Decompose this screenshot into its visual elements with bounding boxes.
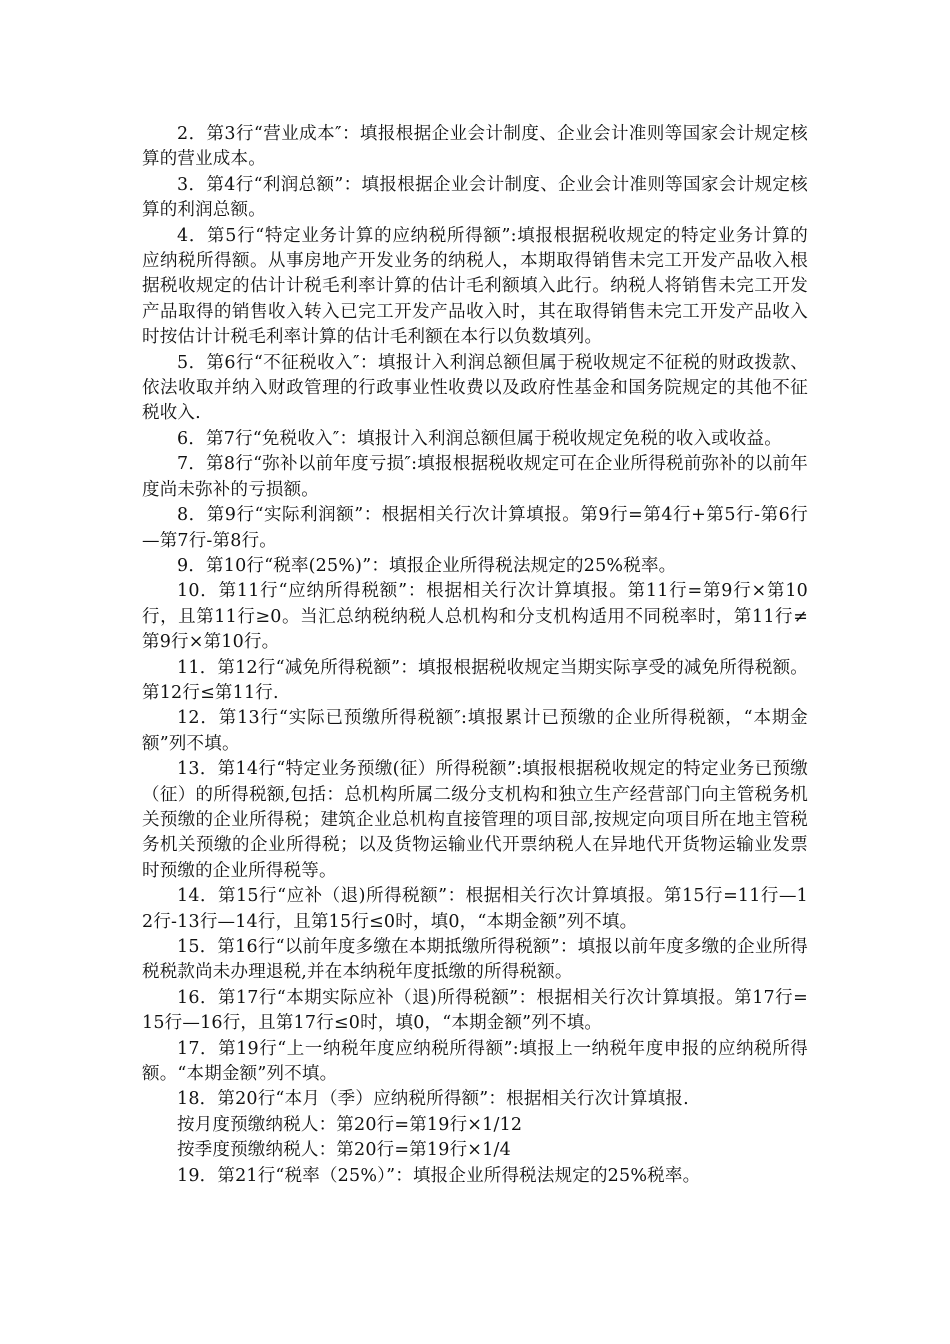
paragraph: 19．第21行“税率（25%）”：填报企业所得税法规定的25%税率。 [177,1165,701,1186]
paragraph: 11．第12行“减免所得税额”：填报根据税收规定当期实际享受的减免所得税额。第12行≤第11行. [142,657,808,703]
paragraph: 5．第6行“不征税收入″：填报计入利润总额但属于税收规定不征税的财政拨款、依法收取并纳入财政管理的行政事业性收费以及政府性基金和国务院规定的其他不征税收入. [142,352,808,424]
paragraph: 14．第15行“应补（退)所得税额”：根据相关行次计算填报。第15行=11行—12行-13行—14行，且第15行≤0时，填0，“本期金额”列不填。 [142,886,808,932]
paragraph: 7．第8行“弥补以前年度亏损″:填报根据税收规定可在企业所得税前弥补的以前年度尚未弥补的亏损额。 [142,454,808,500]
paragraph: 4．第5行“特定业务计算的应纳税所得额”:填报根据税收规定的特定业务计算的应纳税所得额。从事房地产开发业务的纳税人，本期取得销售未完工开发产品收入根据税收规定的估计计税毛利率计算的估计毛利额填入此行。纳税人将销售未完工开发产品取得的销售收入转入已完工开发产品收入时，其在取得销售未完工开发产品收入时按估计计税毛利率计算的估计毛利额在本行以负数填列。 [142,225,808,348]
formula-line: 按月度预缴纳税人：第20行=第19行×1/12 [177,1114,523,1135]
paragraph: 2．第3行“营业成本″：填报根据企业会计制度、企业会计准则等国家会计规定核算的营业成本。 [142,124,808,170]
paragraph: 9．第10行“税率(25%)”：填报企业所得税法规定的25%税率。 [177,555,677,576]
paragraph: 3．第4行“利润总额”：填报根据企业会计制度、企业会计准则等国家会计规定核算的利润总额。 [142,174,808,221]
paragraph: 13．第14行“特定业务预缴(征）所得税额”:填报根据税收规定的特定业务已预缴（征）的所得税额,包括：总机构所属二级分支机构和独立生产经营部门向主管税务机关预缴的企业所得税；建筑企业总机构直接管理的项目部,按规定向项目所在地主管税务机关预缴的企业所得税；以及货物运输业代开票纳税人在异地代开货物运输业发票时预缴的企业所得税等。 [142,759,808,881]
paragraph: 18．第20行“本月（季）应纳税所得额”：根据相关行次计算填报. [177,1089,689,1110]
paragraph: 17．第19行“上一纳税年度应纳税所得额”:填报上一纳税年度申报的应纳税所得额。“本期金额”列不填。 [142,1038,808,1085]
paragraph: 12．第13行“实际已预缴所得税额″:填报累计已预缴的企业所得税额，“本期金额”列不填。 [142,708,808,754]
paragraph: 16．第17行“本期实际应补（退)所得税额”：根据相关行次计算填报。第17行=15行—16行，且第17行≤0时，填0，“本期金额”列不填。 [142,987,808,1034]
paragraph: 10．第11行“应纳所得税额”：根据相关行次计算填报。第11行=第9行×第10行，且第11行≥0。当汇总纳税纳税人总机构和分支机构适用不同税率时，第11行≠第9行×第10行。 [142,581,808,653]
paragraph: 8．第9行“实际利润额”：根据相关行次计算填报。第9行=第4行+第5行-第6行—第7行-第8行。 [142,505,809,551]
document-body [142,122,808,1189]
paragraph: 15．第16行“以前年度多缴在本期抵缴所得税额”：填报以前年度多缴的企业所得税税款尚未办理退税,并在本纳税年度抵缴的所得税额。 [142,937,808,983]
formula-line: 按季度预缴纳税人：第20行=第19行×1/4 [177,1140,511,1161]
paragraph: 6．第7行“免税收入″：填报计入利润总额但属于税收规定免税的收入或收益。 [177,428,782,449]
